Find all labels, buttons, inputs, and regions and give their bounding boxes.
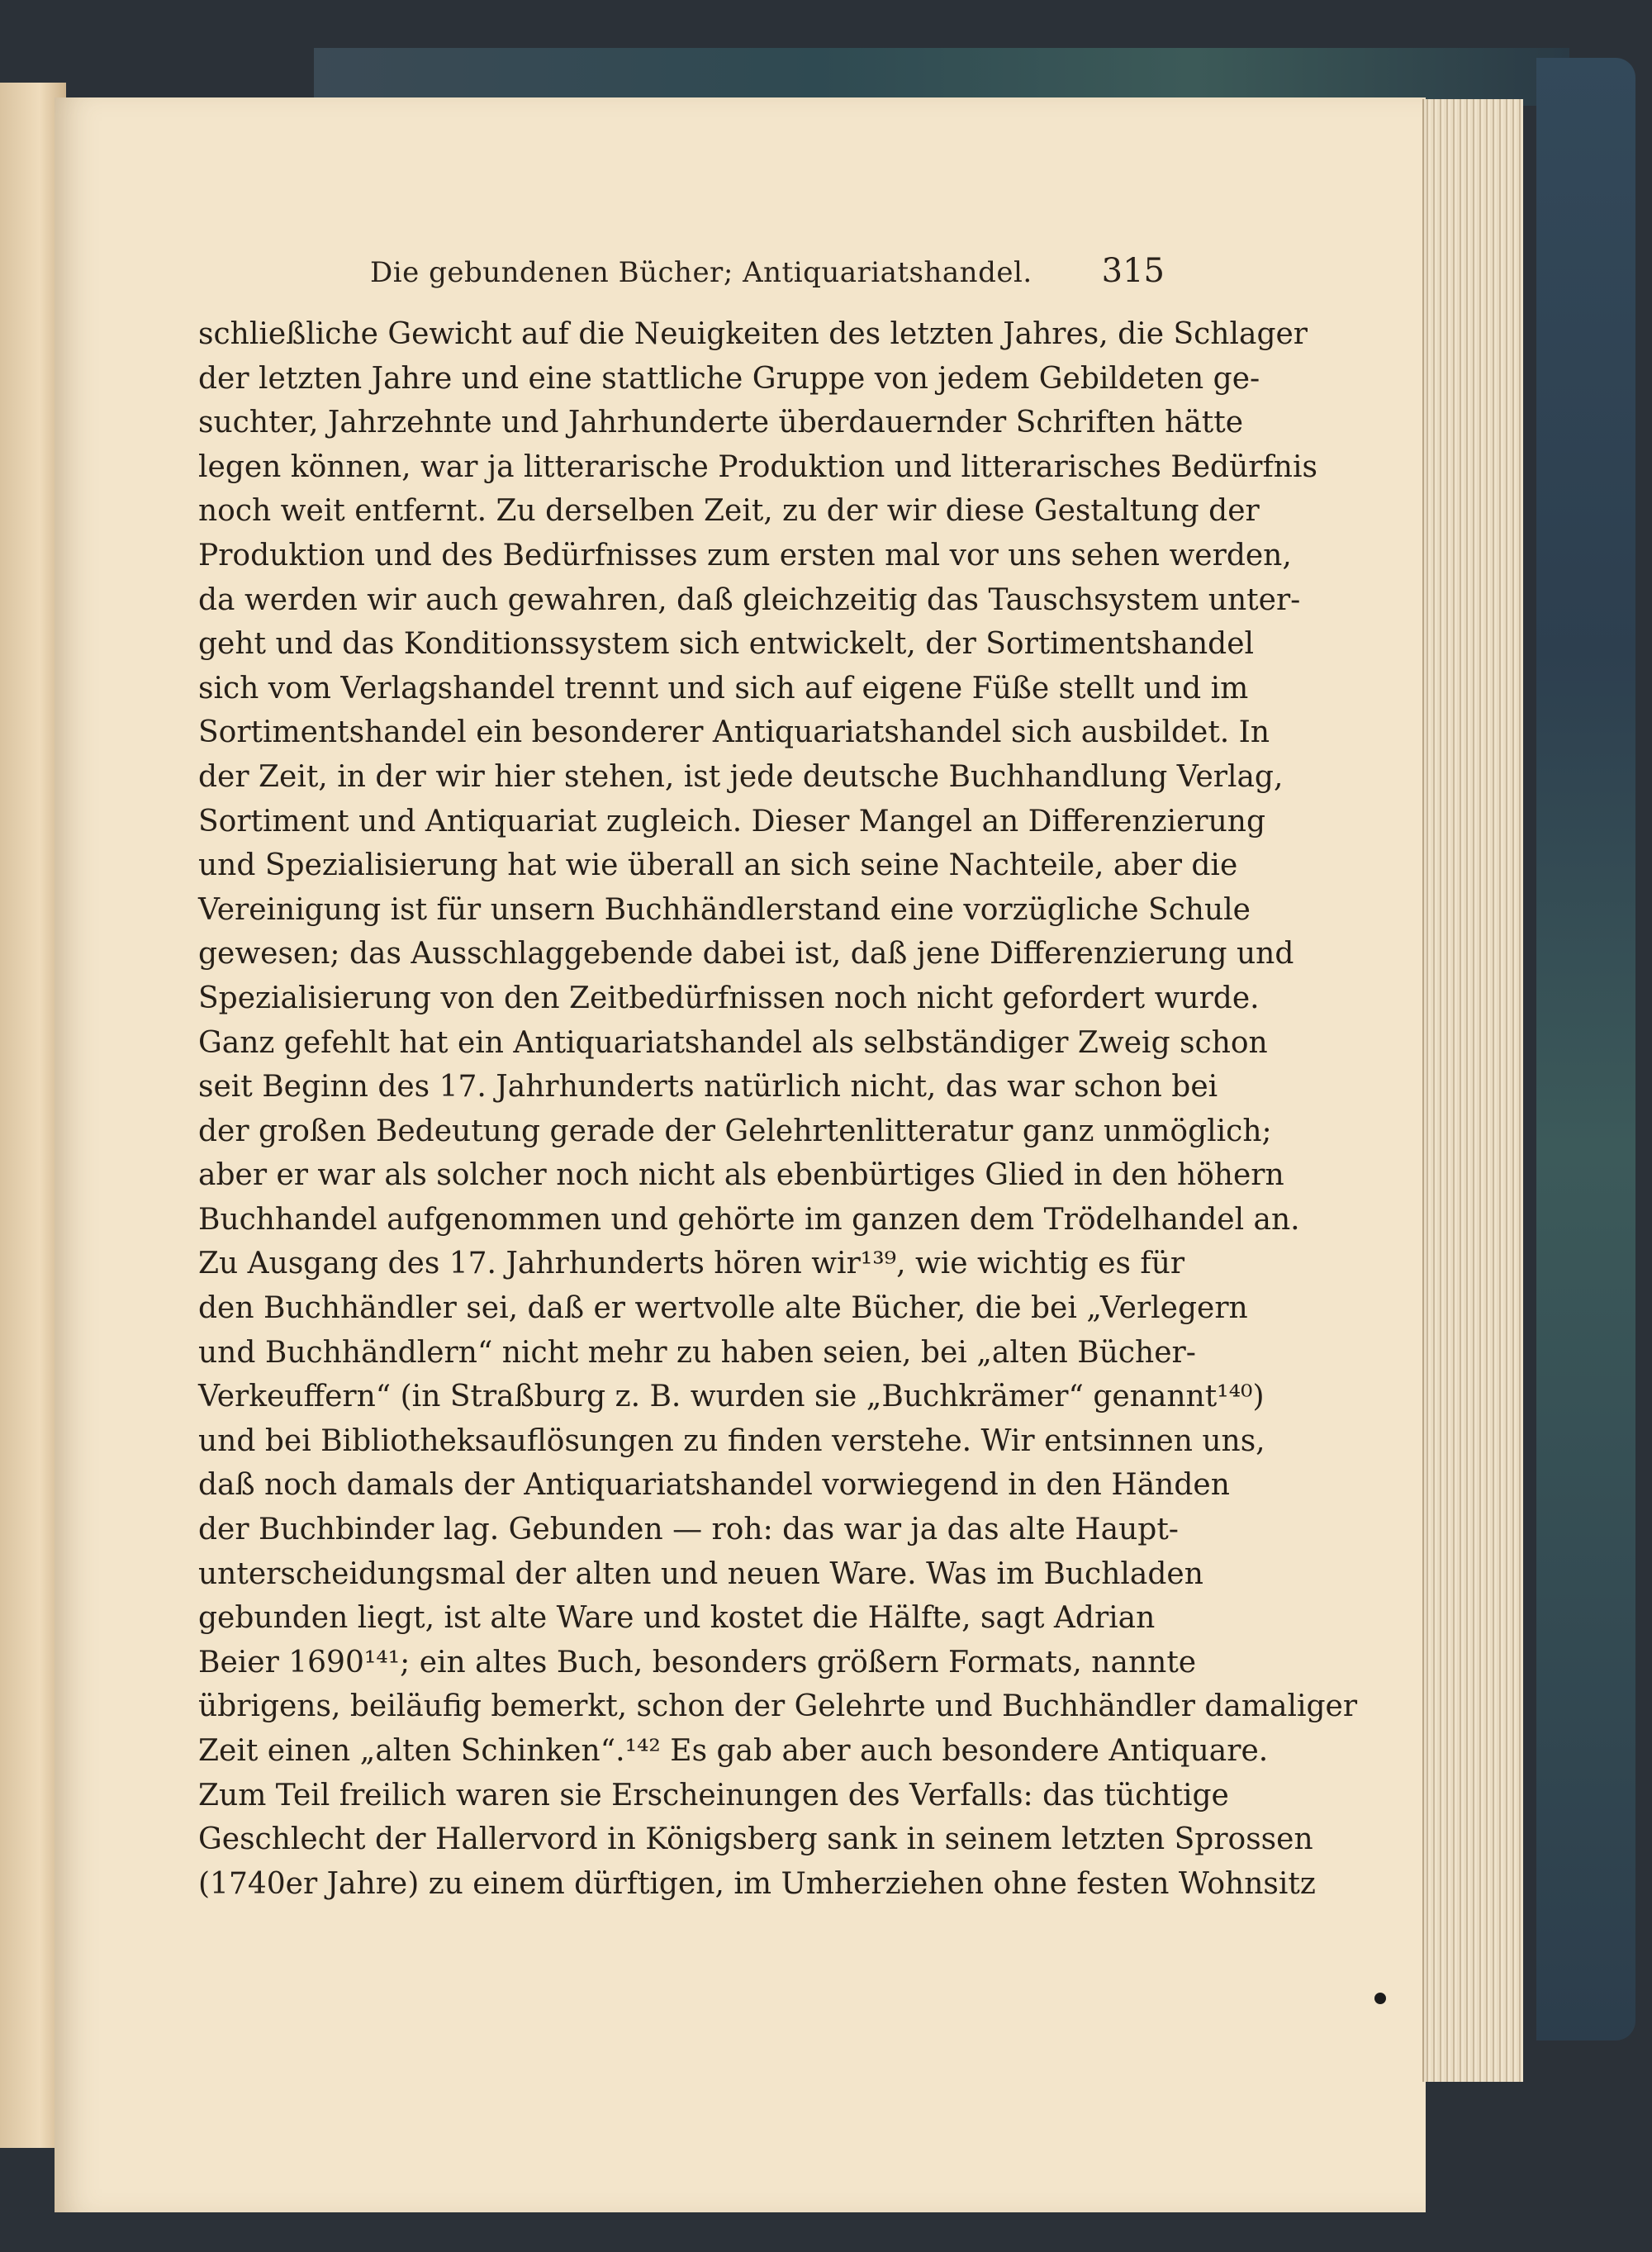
text-line: daß noch damals der Antiquariatshandel vorwiegend in den Händen: [198, 1468, 1230, 1503]
text-line: Zu Ausgang des 17. Jahrhunderts hören wir¹³⁹, wie wichtig es für: [198, 1247, 1185, 1281]
text-line: Sortiment und Antiquariat zugleich. Dieser Mangel an Differenzierung: [198, 804, 1266, 839]
text-line: der großen Bedeutung gerade der Gelehrtenlitteratur ganz unmöglich;: [198, 1114, 1272, 1148]
text-line: Produktion und des Bedürfnisses zum ersten mal vor uns sehen werden,: [198, 538, 1292, 573]
text-line: Beier 1690¹⁴¹; ein altes Buch, besonders größern Formats, nannte: [198, 1645, 1197, 1679]
text-line: Zeit einen „alten Schinken“.¹⁴² Es gab aber auch besondere Antiquare.: [198, 1734, 1269, 1768]
page-block-edges: [1422, 99, 1523, 2082]
text-line: der Buchbinder lag. Gebunden — roh: das war ja das alte Haupt-: [198, 1513, 1179, 1547]
text-line: den Buchhändler sei, daß er wertvolle alte Bücher, die bei „Verlegern: [198, 1291, 1248, 1326]
book-cover-right: [1536, 58, 1635, 2041]
text-line: übrigens, beiläufig bemerkt, schon der Gelehrte und Buchhändler damaliger: [198, 1689, 1358, 1724]
running-head: Die gebundenen Bücher; Antiquariatshandel.: [370, 256, 1032, 289]
text-line: legen können, war ja litterarische Produktion und litterarisches Bedürfnis: [198, 449, 1317, 484]
text-line: Zum Teil freilich waren sie Erscheinungen des Verfalls: das tüchtige: [198, 1778, 1229, 1813]
text-line: seit Beginn des 17. Jahrhunderts natürlich nicht, das war schon bei: [198, 1070, 1218, 1105]
text-line: Ganz gefehlt hat ein Antiquariatshandel als selbständiger Zweig schon: [198, 1025, 1268, 1060]
text-line: der Zeit, in der wir hier stehen, ist jede deutsche Buchhandlung Verlag,: [198, 759, 1284, 794]
text-line: gewesen; das Ausschlaggebende dabei ist, daß jene Differenzierung und: [198, 937, 1294, 972]
text-line: (1740er Jahre) zu einem dürftigen, im Umherziehen ohne festen Wohnsitz: [198, 1866, 1316, 1901]
ink-dot: [1374, 1993, 1386, 2004]
text-line: und bei Bibliotheksauflösungen zu finden verstehe. Wir entsinnen uns,: [198, 1423, 1265, 1458]
text-line: Verkeuffern“ (in Straßburg z. B. wurden sie „Buchkrämer“ genannt¹⁴⁰): [198, 1380, 1265, 1414]
text-line: Geschlecht der Hallervord in Königsberg sank in seinem letzten Sprossen: [198, 1822, 1313, 1857]
text-line: der letzten Jahre und eine stattliche Gruppe von jedem Gebildeten ge-: [198, 361, 1260, 396]
text-line: da werden wir auch gewahren, daß gleichzeitig das Tauschsystem unter-: [198, 582, 1301, 617]
page-number: 315: [1101, 252, 1165, 290]
text-line: sich vom Verlagshandel trennt und sich auf eigene Füße stellt und im: [198, 671, 1249, 706]
text-line: geht und das Konditionssystem sich entwickelt, der Sortimentshandel: [198, 627, 1255, 662]
text-line: schließliche Gewicht auf die Neuigkeiten des letzten Jahres, die Schlager: [198, 317, 1308, 351]
text-line: unterscheidungsmal der alten und neuen Ware. Was im Buchladen: [198, 1556, 1203, 1591]
text-line: suchter, Jahrzehnte und Jahrhunderte überdauernder Schriften hätte: [198, 406, 1244, 440]
text-line: Spezialisierung von den Zeitbedürfnissen noch nicht gefordert wurde.: [198, 981, 1260, 1015]
text-line: und Spezialisierung hat wie überall an sich seine Nachteile, aber die: [198, 848, 1238, 883]
text-line: und Buchhändlern“ nicht mehr zu haben seien, bei „alten Bücher-: [198, 1335, 1196, 1370]
text-line: noch weit entfernt. Zu derselben Zeit, zu der wir diese Gestaltung der: [198, 494, 1260, 529]
text-line: aber er war als solcher noch nicht als ebenbürtiges Glied in den höhern: [198, 1158, 1284, 1193]
body-text: [198, 312, 1358, 1906]
text-line: gebunden liegt, ist alte Ware und kostet die Hälfte, sagt Adrian: [198, 1601, 1156, 1636]
text-line: Buchhandel aufgenommen und gehörte im ganzen dem Trödelhandel an.: [198, 1202, 1300, 1237]
text-line: Sortimentshandel ein besonderer Antiquariatshandel sich ausbildet. In: [198, 715, 1270, 750]
text-line: Vereinigung ist für unsern Buchhändlerstand eine vorzügliche Schule: [198, 892, 1251, 927]
